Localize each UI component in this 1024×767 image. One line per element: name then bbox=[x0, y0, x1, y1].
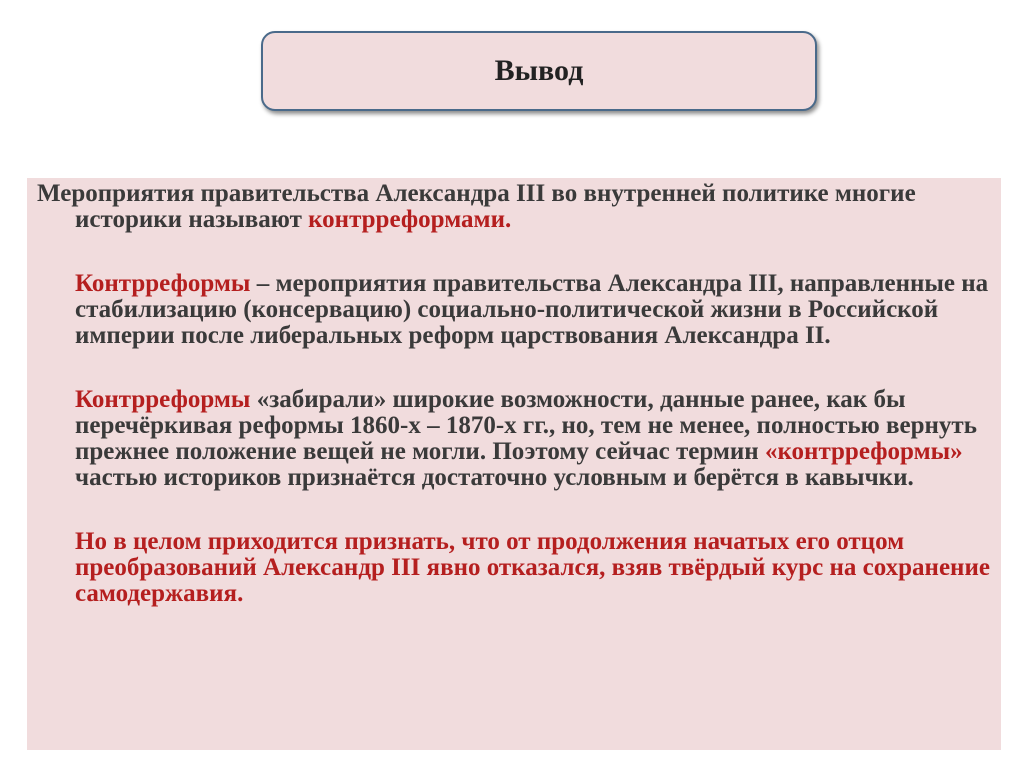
assessment-term-quoted: «контрреформы» bbox=[764, 438, 963, 465]
title-box bbox=[261, 31, 817, 111]
intro-text: Мероприятия правительства Александра III во внутренней политике многие историки называют bbox=[37, 180, 916, 233]
assessment-text-a: «забирали» широкие возможности, данные ранее, как бы перечёркивая реформы 1860-х – 1870-х гг., но, тем не менее, полностью вернуть прежнее положение вещей не могли. Поэтому сейчас термин bbox=[75, 386, 977, 465]
definition-term: Контрреформы bbox=[75, 270, 251, 297]
assessment-text-b: частью историков признаётся достаточно условным и берётся в кавычки. bbox=[75, 464, 914, 491]
paragraph-definition bbox=[37, 271, 991, 349]
paragraph-intro bbox=[37, 181, 991, 233]
paragraph-assessment bbox=[37, 387, 991, 491]
definition-text: – мероприятия правительства Александра III, направленные на стабилизацию (консервацию) социально-политической жизни в Российской империи после либеральных реформ царствования Александра II. bbox=[75, 270, 989, 349]
content-box bbox=[27, 178, 1001, 750]
slide-title: Вывод bbox=[494, 54, 584, 87]
intro-highlight: контрреформами. bbox=[308, 206, 512, 233]
assessment-term: Контрреформы bbox=[75, 386, 251, 413]
paragraph-conclusion: Но в целом приходится признать, что от продолжения начатых его отцом преобразований Александр III явно отказался, взяв твёрдый курс на сохранение самодержавия. bbox=[75, 528, 990, 607]
